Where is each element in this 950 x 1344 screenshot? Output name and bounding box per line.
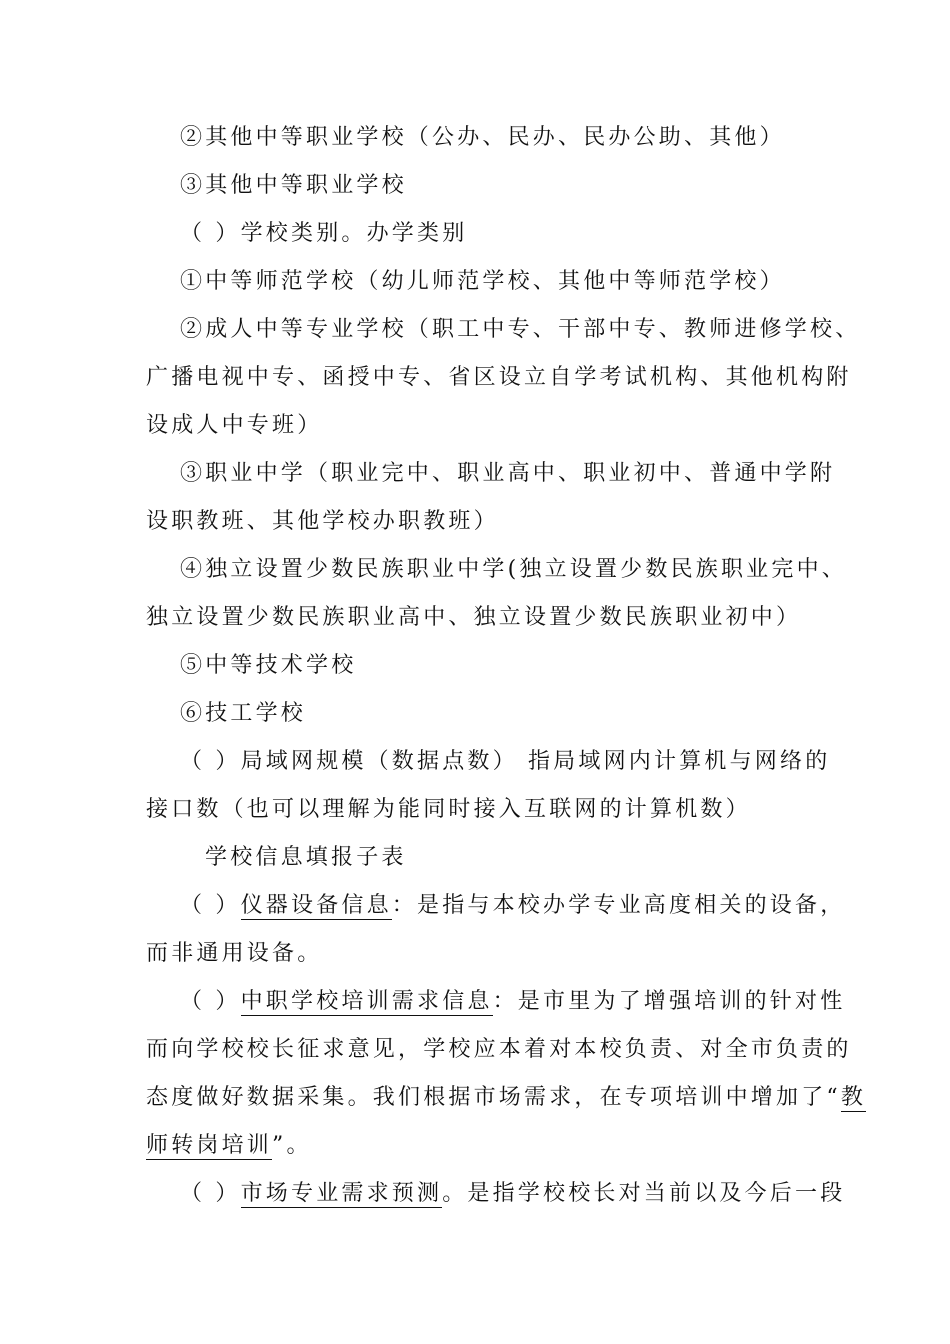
category-technical-school: ⑤中等技术学校 [180, 653, 357, 678]
term-teacher-transfer-training-cont: 师转岗培训 [146, 1133, 273, 1158]
section-text: 。是指学校校长对当前以及今后一段 [442, 1181, 846, 1206]
category-adult-school-cont-1: 广播电视中专、函授中专、省区设立自学考试机构、其他机构附 [146, 365, 852, 390]
section-training-demand-cont-1: 而向学校校长征求意见，学校应本着对本校负责、对全市负责的 [146, 1037, 852, 1062]
section-equipment-info-cont: 而非通用设备。 [146, 941, 323, 966]
section-text: ”。 [272, 1133, 312, 1158]
section-lan-scale: （ ）局域网规模（数据点数） 指局域网内计算机与网络的 [180, 749, 831, 774]
section-text: ：是市里为了增强培训的针对性 [492, 989, 846, 1014]
category-skilled-worker-school: ⑥技工学校 [180, 701, 307, 726]
section-prefix: （ ） [180, 989, 241, 1014]
section-lan-scale-cont: 接口数（也可以理解为能同时接入互联网的计算机数） [146, 797, 751, 822]
section-text: ：是指与本校办学专业高度相关的设备， [391, 893, 846, 918]
section-training-demand [180, 987, 850, 1017]
section-training-demand-cont-3 [146, 1131, 816, 1161]
section-training-demand-cont-2 [146, 1083, 867, 1113]
section-school-category: （ ）学校类别。办学类别 [180, 221, 468, 246]
category-ethnic-vocational-cont: 独立设置少数民族职业高中、独立设置少数民族职业初中） [146, 605, 802, 630]
category-vocational-middle-cont: 设职教班、其他学校办职教班） [146, 509, 499, 534]
school-type-other-ownership: ②其他中等职业学校（公办、民办、民办公助、其他） [180, 125, 785, 150]
category-vocational-middle: ③职业中学（职业完中、职业高中、职业初中、普通中学附 [180, 461, 836, 486]
subtable-heading: 学校信息填报子表 [205, 845, 407, 870]
term-market-forecast: 市场专业需求预测 [240, 1181, 443, 1206]
category-normal-school: ①中等师范学校（幼儿师范学校、其他中等师范学校） [180, 269, 785, 294]
section-prefix: （ ） [180, 1181, 241, 1206]
term-equipment-info: 仪器设备信息 [240, 893, 392, 918]
term-training-demand: 中职学校培训需求信息 [240, 989, 493, 1014]
term-teacher-transfer-training: 教 [840, 1085, 867, 1110]
section-market-forecast [180, 1179, 850, 1209]
section-text: 态度做好数据采集。我们根据市场需求，在专项培训中增加了“ [146, 1085, 841, 1110]
category-adult-school-cont-2: 设成人中专班） [146, 413, 323, 438]
section-equipment-info [180, 891, 850, 921]
section-prefix: （ ） [180, 893, 241, 918]
category-ethnic-vocational: ④独立设置少数民族职业中学(独立设置少数民族职业完中、 [180, 557, 847, 582]
school-type-other: ③其他中等职业学校 [180, 173, 407, 198]
category-adult-school: ②成人中等专业学校（职工中专、干部中专、教师进修学校、 [180, 317, 861, 342]
